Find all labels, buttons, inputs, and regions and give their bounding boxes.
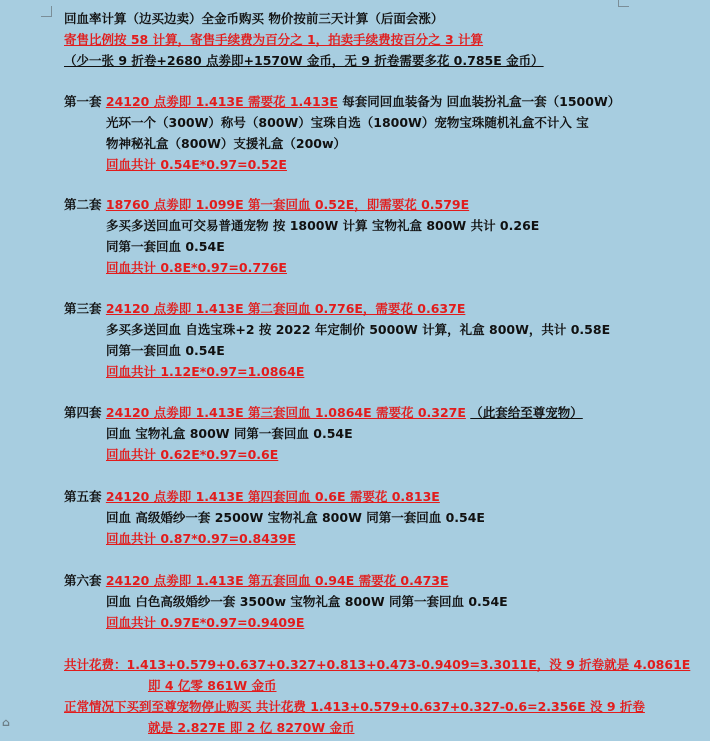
set-2-label: 第二套 xyxy=(64,197,102,212)
page-corner-mark-left xyxy=(41,6,52,17)
set-5-label: 第五套 xyxy=(64,489,102,504)
set-1-detail-2: 物神秘礼盒（800W）支援礼盒（200w） xyxy=(106,136,347,151)
set-3-detail-2: 同第一套回血 0.54E xyxy=(106,343,225,358)
set-4-total: 回血共计 0.62E*0.97=0.6E xyxy=(106,447,279,462)
set-6-total: 回血共计 0.97E*0.97=0.9409E xyxy=(106,615,305,630)
set-5-header xyxy=(64,488,440,506)
set-6-detail-1: 回血 白色高级婚纱一套 3500w 宝物礼盒 800W 同第一套回血 0.54E xyxy=(106,594,508,609)
set-3-detail-1: 多买多送回血 自选宝珠+2 按 2022 年定制价 5000W 计算，礼盒 800W，共计 0.58E xyxy=(106,322,611,337)
paste-options-icon[interactable]: ⌂ xyxy=(2,716,10,729)
header-line-2: 寄售比例按 58 计算，寄售手续费为百分之 1，拍卖手续费按百分之 3 计算 xyxy=(64,32,484,47)
set-2-detail-1: 多买多送回血可交易普通宠物 按 1800W 计算 宝物礼盒 800W 共计 0.26E xyxy=(106,218,540,233)
set-2-detail-2: 同第一套回血 0.54E xyxy=(106,239,225,254)
summary-line-3: 正常情况下买到至尊宠物停止购买 共计花费 1.413+0.579+0.637+0.327-0.6=2.356E 没 9 折卷 xyxy=(64,699,645,714)
set-4-detail-1: 回血 宝物礼盒 800W 同第一套回血 0.54E xyxy=(106,426,353,441)
page-corner-mark-right xyxy=(618,0,629,7)
set-1-detail-1: 光环一个（300W）称号（800W）宝珠自选（1800W）宠物宝珠随机礼盒不计入 宝 xyxy=(106,115,589,130)
set-4-headline-tail: （此套给至尊宠物） xyxy=(470,405,583,420)
set-5-detail-1: 回血 高级婚纱一套 2500W 宝物礼盒 800W 同第一套回血 0.54E xyxy=(106,510,485,525)
header-line-1: 回血率计算（边买边卖）全金币购买 物价按前三天计算（后面会涨） xyxy=(64,11,444,26)
set-6-headline: 24120 点劵即 1.413E 第五套回血 0.94E 需要花 0.473E xyxy=(105,573,449,588)
set-6-header xyxy=(64,572,449,590)
set-3-headline: 24120 点劵即 1.413E 第二套回血 0.776E，需要花 0.637E xyxy=(105,301,466,316)
set-1-header xyxy=(64,93,620,111)
set-1-total: 回血共计 0.54E*0.97=0.52E xyxy=(106,157,287,172)
summary-line-1: 共计花费：1.413+0.579+0.637+0.327+0.813+0.473-0.9409=3.3011E，没 9 折卷就是 4.0861E xyxy=(64,657,691,672)
set-3-header xyxy=(64,300,465,318)
set-4-headline: 24120 点劵即 1.413E 第三套回血 1.0864E 需要花 0.327E xyxy=(105,405,466,420)
set-1-headline-tail: 每套同回血装备为 回血装扮礼盒一套（1500W） xyxy=(342,94,621,109)
summary-line-2: 即 4 亿零 861W 金币 xyxy=(148,678,277,693)
header-line-3: （少一张 9 折卷+2680 点劵即+1570W 金币，无 9 折卷需要多花 0.785E 金币） xyxy=(64,53,544,68)
set-4-label: 第四套 xyxy=(64,405,102,420)
set-1-headline: 24120 点劵即 1.413E 需要花 1.413E xyxy=(105,94,338,109)
set-2-header xyxy=(64,196,469,214)
set-1-label: 第一套 xyxy=(64,94,102,109)
set-5-total: 回血共计 0.87*0.97=0.8439E xyxy=(106,531,296,546)
set-5-headline: 24120 点劵即 1.413E 第四套回血 0.6E 需要花 0.813E xyxy=(105,489,440,504)
set-3-label: 第三套 xyxy=(64,301,102,316)
summary-line-4: 就是 2.827E 即 2 亿 8270W 金币 xyxy=(148,720,355,735)
set-2-total: 回血共计 0.8E*0.97=0.776E xyxy=(106,260,287,275)
set-3-total: 回血共计 1.12E*0.97=1.0864E xyxy=(106,364,305,379)
set-2-headline: 18760 点劵即 1.099E 第一套回血 0.52E，即需要花 0.579E xyxy=(105,197,470,212)
set-6-label: 第六套 xyxy=(64,573,102,588)
set-4-header xyxy=(64,404,583,422)
